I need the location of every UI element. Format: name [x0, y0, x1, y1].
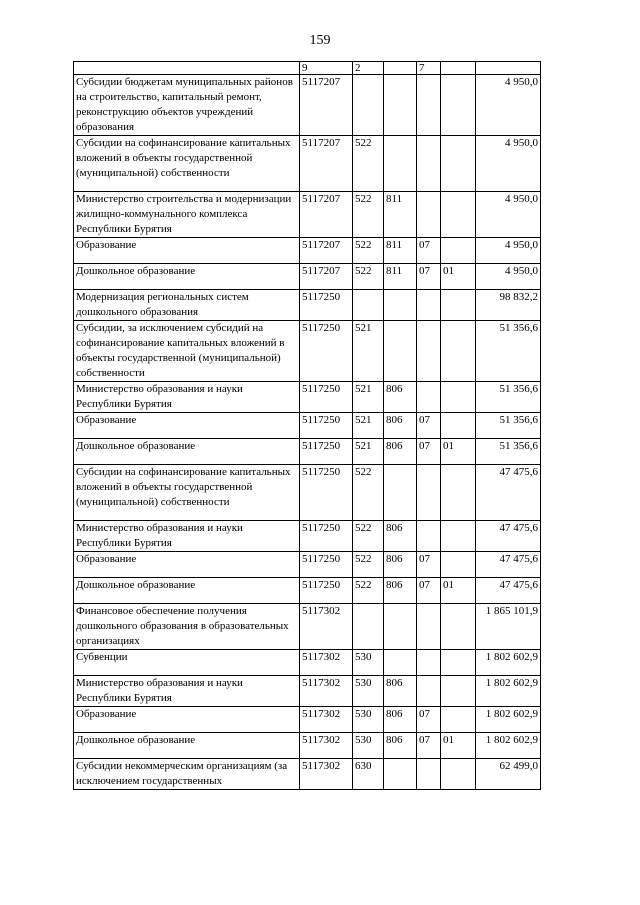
continuation-header-row — [74, 62, 541, 75]
expense-type-cell: 521 — [353, 382, 384, 413]
section-cell — [417, 136, 441, 192]
item-name-cell: Финансовое обеспечение получения дошкольного образования в образовательных организациях — [74, 604, 300, 650]
subsection-cell: 01 — [441, 578, 476, 604]
target-article-cell: 5117207 — [300, 264, 353, 290]
amount-cell: 47 475,6 — [476, 465, 541, 521]
expense-type-cell: 521 — [353, 439, 384, 465]
amount-cell: 98 832,2 — [476, 290, 541, 321]
subsection-cell — [441, 759, 476, 790]
section-cell: 07 — [417, 413, 441, 439]
page-number: 159 — [309, 33, 331, 48]
header-cell-name — [74, 62, 300, 75]
table-row — [74, 264, 541, 290]
administrator-cell: 811 — [384, 192, 417, 238]
target-article-cell: 5117250 — [300, 382, 353, 413]
target-article-cell: 5117302 — [300, 650, 353, 676]
administrator-cell: 806 — [384, 733, 417, 759]
target-article-cell: 5117302 — [300, 676, 353, 707]
item-name-cell: Министерство образования и науки Республики Бурятия — [74, 521, 300, 552]
section-cell — [417, 604, 441, 650]
amount-cell: 51 356,6 — [476, 413, 541, 439]
expense-type-cell: 521 — [353, 413, 384, 439]
target-article-cell: 5117302 — [300, 707, 353, 733]
header-cell-csr: 9 — [300, 62, 353, 75]
subsection-cell: 01 — [441, 439, 476, 465]
table-row — [74, 676, 541, 707]
subsection-cell — [441, 521, 476, 552]
expense-type-cell: 530 — [353, 707, 384, 733]
section-cell — [417, 465, 441, 521]
item-name-cell: Министерство образования и науки Республики Бурятия — [74, 382, 300, 413]
item-name-cell: Субвенции — [74, 650, 300, 676]
section-cell — [417, 676, 441, 707]
amount-cell: 51 356,6 — [476, 382, 541, 413]
target-article-cell: 5117250 — [300, 578, 353, 604]
amount-cell: 1 802 602,9 — [476, 707, 541, 733]
section-cell — [417, 75, 441, 136]
item-name-cell: Образование — [74, 707, 300, 733]
target-article-cell: 5117302 — [300, 733, 353, 759]
subsection-cell — [441, 290, 476, 321]
administrator-cell: 806 — [384, 552, 417, 578]
expense-type-cell: 522 — [353, 264, 384, 290]
amount-cell: 47 475,6 — [476, 521, 541, 552]
amount-cell: 4 950,0 — [476, 75, 541, 136]
table-row — [74, 552, 541, 578]
subsection-cell — [441, 604, 476, 650]
subsection-cell — [441, 676, 476, 707]
table-row — [74, 192, 541, 238]
target-article-cell: 5117207 — [300, 238, 353, 264]
expense-type-cell: 530 — [353, 650, 384, 676]
table-row — [74, 650, 541, 676]
administrator-cell — [384, 465, 417, 521]
amount-cell: 1 865 101,9 — [476, 604, 541, 650]
administrator-cell — [384, 136, 417, 192]
item-name-cell: Образование — [74, 238, 300, 264]
amount-cell: 1 802 602,9 — [476, 676, 541, 707]
expense-type-cell — [353, 604, 384, 650]
header-cell-rz: 7 — [417, 62, 441, 75]
subsection-cell — [441, 465, 476, 521]
expense-type-cell: 630 — [353, 759, 384, 790]
section-cell: 07 — [417, 238, 441, 264]
target-article-cell: 5117302 — [300, 604, 353, 650]
table-row — [74, 578, 541, 604]
subsection-cell: 01 — [441, 733, 476, 759]
section-cell — [417, 759, 441, 790]
target-article-cell: 5117250 — [300, 413, 353, 439]
expense-type-cell: 521 — [353, 321, 384, 382]
section-cell — [417, 382, 441, 413]
administrator-cell — [384, 604, 417, 650]
item-name-cell: Субсидии на софинансирование капитальных вложений в объекты государственной (муниципальной) собственности — [74, 465, 300, 521]
target-article-cell: 5117250 — [300, 465, 353, 521]
administrator-cell: 811 — [384, 264, 417, 290]
item-name-cell: Дошкольное образование — [74, 578, 300, 604]
amount-cell: 4 950,0 — [476, 238, 541, 264]
section-cell: 07 — [417, 578, 441, 604]
administrator-cell — [384, 650, 417, 676]
table-row — [74, 604, 541, 650]
header-cell-pr — [441, 62, 476, 75]
table-row — [74, 521, 541, 552]
section-cell: 07 — [417, 733, 441, 759]
section-cell: 07 — [417, 552, 441, 578]
target-article-cell: 5117250 — [300, 321, 353, 382]
administrator-cell: 806 — [384, 578, 417, 604]
item-name-cell: Субсидии, за исключением субсидий на софинансирование капитальных вложений в объекты государственной (муниципальной) собственности — [74, 321, 300, 382]
item-name-cell: Модернизация региональных систем дошкольного образования — [74, 290, 300, 321]
section-cell — [417, 321, 441, 382]
subsection-cell — [441, 707, 476, 733]
item-name-cell: Дошкольное образование — [74, 733, 300, 759]
amount-cell: 1 802 602,9 — [476, 650, 541, 676]
expense-type-cell: 522 — [353, 136, 384, 192]
header-cell-vr: 2 — [353, 62, 384, 75]
budget-table — [73, 61, 541, 790]
item-name-cell: Дошкольное образование — [74, 439, 300, 465]
item-name-cell: Министерство образования и науки Республики Бурятия — [74, 676, 300, 707]
expense-type-cell: 522 — [353, 578, 384, 604]
administrator-cell — [384, 759, 417, 790]
section-cell: 07 — [417, 264, 441, 290]
expense-type-cell — [353, 290, 384, 321]
subsection-cell — [441, 136, 476, 192]
administrator-cell — [384, 321, 417, 382]
expense-type-cell: 522 — [353, 552, 384, 578]
section-cell — [417, 192, 441, 238]
amount-cell: 47 475,6 — [476, 552, 541, 578]
administrator-cell: 806 — [384, 676, 417, 707]
table-row — [74, 290, 541, 321]
table-row — [74, 759, 541, 790]
amount-cell: 62 499,0 — [476, 759, 541, 790]
amount-cell: 51 356,6 — [476, 321, 541, 382]
target-article-cell: 5117207 — [300, 192, 353, 238]
table-row — [74, 465, 541, 521]
table-row — [74, 413, 541, 439]
section-cell — [417, 650, 441, 676]
target-article-cell: 5117250 — [300, 552, 353, 578]
subsection-cell — [441, 382, 476, 413]
header-cell-sum — [476, 62, 541, 75]
amount-cell: 1 802 602,9 — [476, 733, 541, 759]
amount-cell: 4 950,0 — [476, 264, 541, 290]
subsection-cell: 01 — [441, 264, 476, 290]
amount-cell: 47 475,6 — [476, 578, 541, 604]
subsection-cell — [441, 321, 476, 382]
target-article-cell: 5117250 — [300, 290, 353, 321]
subsection-cell — [441, 552, 476, 578]
administrator-cell: 806 — [384, 439, 417, 465]
item-name-cell: Образование — [74, 552, 300, 578]
table-row — [74, 439, 541, 465]
table-row — [74, 707, 541, 733]
administrator-cell: 806 — [384, 707, 417, 733]
expense-type-cell — [353, 75, 384, 136]
subsection-cell — [441, 238, 476, 264]
expense-type-cell: 522 — [353, 465, 384, 521]
expense-type-cell: 522 — [353, 238, 384, 264]
item-name-cell: Образование — [74, 413, 300, 439]
subsection-cell — [441, 650, 476, 676]
expense-type-cell: 522 — [353, 192, 384, 238]
target-article-cell: 5117302 — [300, 759, 353, 790]
target-article-cell: 5117207 — [300, 136, 353, 192]
table-row — [74, 75, 541, 136]
item-name-cell: Министерство строительства и модернизации жилищно-коммунального комплекса Республики Бурятия — [74, 192, 300, 238]
section-cell — [417, 290, 441, 321]
item-name-cell: Субсидии бюджетам муниципальных районов на строительство, капитальный ремонт, реконструкцию объектов учреждений образования — [74, 75, 300, 136]
section-cell — [417, 521, 441, 552]
expense-type-cell: 522 — [353, 521, 384, 552]
section-cell: 07 — [417, 439, 441, 465]
item-name-cell: Дошкольное образование — [74, 264, 300, 290]
item-name-cell: Субсидии на софинансирование капитальных вложений в объекты государственной (муниципальной) собственности — [74, 136, 300, 192]
table-row — [74, 382, 541, 413]
administrator-cell: 811 — [384, 238, 417, 264]
table-row — [74, 136, 541, 192]
administrator-cell — [384, 290, 417, 321]
target-article-cell: 5117250 — [300, 521, 353, 552]
subsection-cell — [441, 413, 476, 439]
table-row — [74, 321, 541, 382]
expense-type-cell: 530 — [353, 676, 384, 707]
header-cell-grbs — [384, 62, 417, 75]
target-article-cell: 5117207 — [300, 75, 353, 136]
target-article-cell: 5117250 — [300, 439, 353, 465]
administrator-cell — [384, 75, 417, 136]
subsection-cell — [441, 75, 476, 136]
amount-cell: 51 356,6 — [476, 439, 541, 465]
amount-cell: 4 950,0 — [476, 192, 541, 238]
table-row — [74, 733, 541, 759]
subsection-cell — [441, 192, 476, 238]
amount-cell: 4 950,0 — [476, 136, 541, 192]
administrator-cell: 806 — [384, 521, 417, 552]
table-row — [74, 238, 541, 264]
section-cell: 07 — [417, 707, 441, 733]
expense-type-cell: 530 — [353, 733, 384, 759]
administrator-cell: 806 — [384, 413, 417, 439]
item-name-cell: Субсидии некоммерческим организациям (за исключением государственных — [74, 759, 300, 790]
administrator-cell: 806 — [384, 382, 417, 413]
